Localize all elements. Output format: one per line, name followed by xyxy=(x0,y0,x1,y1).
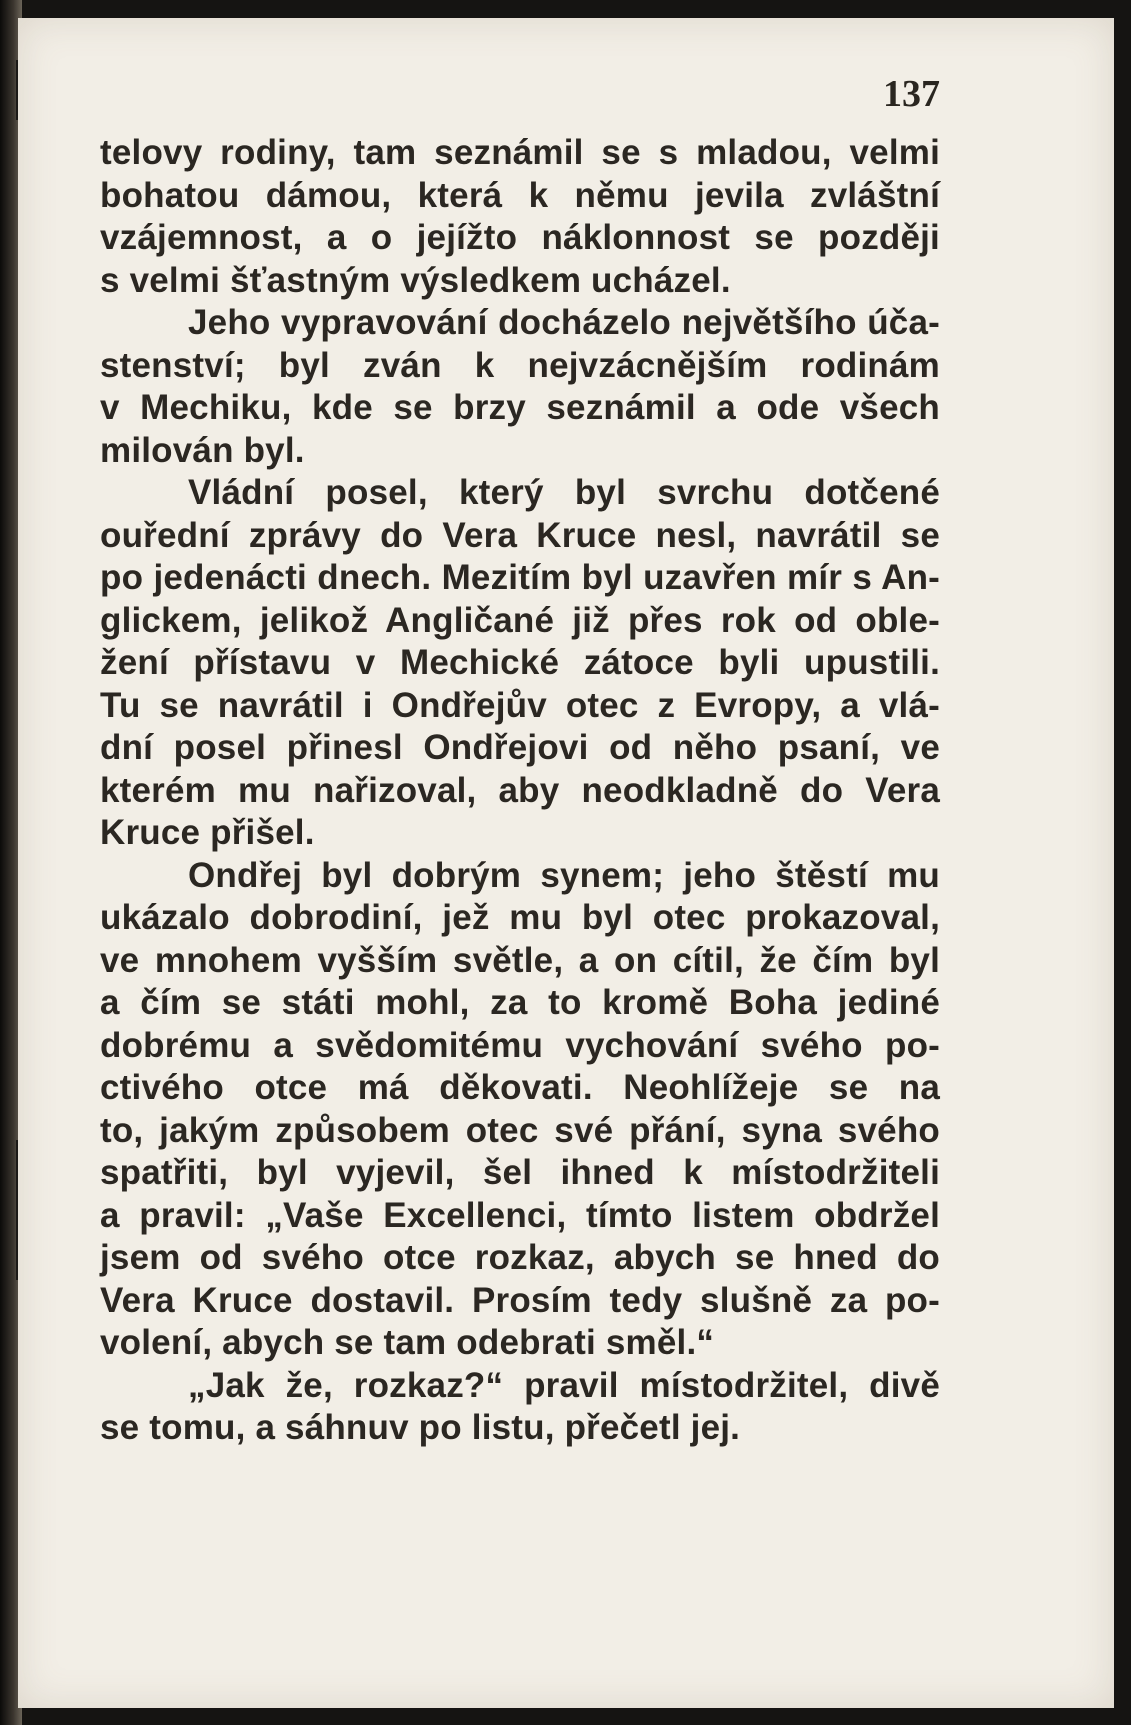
text-line: glickem, jelikož Angličané již přes rok od oble- xyxy=(100,600,940,640)
text-line: Vera Kruce dostavil. Prosím tedy slušně za po- xyxy=(100,1280,940,1320)
text-line: volení, abych se tam odebrati směl.“ xyxy=(100,1323,715,1362)
text-line: a čím se státi mohl, za to kromě Boha jediné xyxy=(100,983,940,1022)
text-line: ctivého otce má děkovati. Neohlížeje se na xyxy=(100,1068,940,1107)
paragraph xyxy=(100,132,940,302)
text-line: ukázalo dobrodiní, jež mu byl otec prokazoval, xyxy=(100,898,940,937)
text-line: Jeho vypravování docházelo největšího úča- xyxy=(188,303,940,342)
text-line: se tomu, a sáhnuv po listu, přečetl jej. xyxy=(100,1408,741,1447)
text-line: „Jak že, rozkaz?“ pravil místodržitel, divě xyxy=(188,1365,940,1405)
page-number: 137 xyxy=(883,73,940,115)
text-line: Tu se navrátil i Ondřejův otec z Evropy, a vlá- xyxy=(100,685,940,725)
text-line: v Mechiku, kde se brzy seznámil a ode všech xyxy=(100,388,940,427)
text-line: Ondřej byl dobrým synem; jeho štěstí mu xyxy=(188,855,940,895)
text-line: stenství; byl zván k nejvzácnějším rodinám xyxy=(100,345,940,385)
text-line: milován byl. xyxy=(100,430,305,470)
text-line: bohatou dámou, která k němu jevila zvláštní xyxy=(100,175,940,215)
text-line: jsem od svého otce rozkaz, abych se hned do xyxy=(100,1238,940,1277)
text-line: dobrému a svědomitému vychování svého po- xyxy=(100,1025,940,1065)
text-line: dní posel přinesl Ondřejovi od něho psaní, ve xyxy=(100,728,940,767)
paragraph xyxy=(100,855,940,1365)
paragraph xyxy=(100,472,940,855)
text-line: žení přístavu v Mechické zátoce byli upustili. xyxy=(100,643,940,682)
text-line: a pravil: „Vaše Excellenci, tímto listem obdržel xyxy=(100,1195,940,1235)
text-line: ouřední zprávy do Vera Kruce nesl, navrátil se xyxy=(100,515,940,555)
text-line: Vládní posel, který byl svrchu dotčené xyxy=(188,473,940,512)
text-line: s velmi šťastným výsledkem ucházel. xyxy=(100,260,731,300)
body-text xyxy=(100,132,940,1450)
paragraph xyxy=(100,302,940,472)
text-line: to, jakým způsobem otec své přání, syna svého xyxy=(100,1110,940,1150)
text-line: telovy rodiny, tam seznámil se s mladou, velmi xyxy=(100,133,940,172)
text-line: po jedenácti dnech. Mezitím byl uzavřen mír s An- xyxy=(100,558,940,597)
paragraph xyxy=(100,1365,940,1450)
text-line: ve mnohem vyšším světle, a on cítil, že čím byl xyxy=(100,940,940,980)
text-line: Kruce přišel. xyxy=(100,813,315,852)
text-line: kterém mu nařizoval, aby neodkladně do Vera xyxy=(100,770,940,810)
text-line: vzájemnost, a o jejížto náklonnost se později xyxy=(100,218,940,257)
text-line: spatřiti, byl vyjevil, šel ihned k místodržiteli xyxy=(100,1153,940,1192)
